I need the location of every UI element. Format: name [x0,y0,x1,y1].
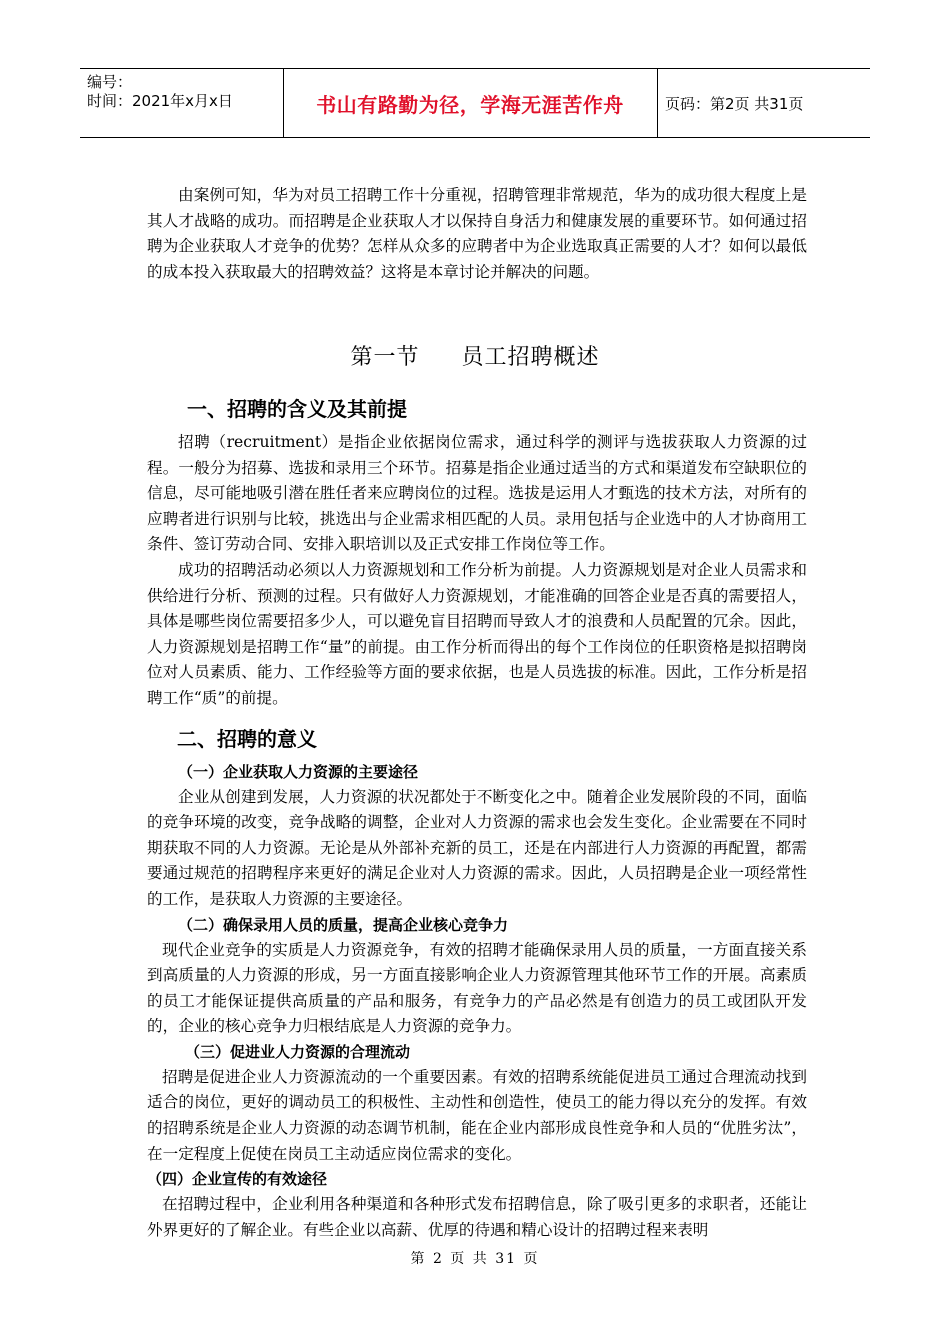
paragraph-1: 招聘（recruitment）是指企业依据岗位需求，通过科学的测评与选拔获取人力资源的过程。一般分为招募、选拔和录用三个环节。招募是指企业通过适当的方式和渠道发布空缺职位的信息，尽可能地吸引潜在胜任者来应聘岗位的过程。选拔是运用人才甄选的技术方法，对所有的应聘者进行识别与比较，挑选出与企业需求相匹配的人员。录用包括与企业选中的人才协商用工条件、签订劳动合同、安排入职培训以及正式安排工作岗位等工作。 [147,433,807,554]
intro-paragraph: 由案例可知，华为对员工招聘工作十分重视，招聘管理非常规范，华为的成功很大程度上是其人才战略的成功。而招聘是企业获取人才以保持自身活力和健康发展的重要环节。如何通过招聘为企业获取人才竞争的优势？怎样从众多的应聘者中为企业选取真正需要的人才？如何以最低的成本投入获取最大的招聘效益？这将是本章讨论并解决的问题。 [147,186,807,281]
heading-h2-1: 一、招聘的含义及其前提 [187,397,407,421]
page-footer: 第 2 页 共 31 页 [410,1251,540,1267]
heading-h3-2: （二）确保录用人员的质量，提高企业核心竞争力 [178,915,509,934]
document-body-main [147,394,807,1243]
header-number: 编号： [87,73,133,91]
heading-h2-2: 二、招聘的意义 [177,726,317,751]
section-title: 员工招聘概述 [461,345,600,370]
heading-h3-3: （三）促进业人力资源的合理流动 [185,1042,411,1061]
header-page-number: 页码：第2页 共31页 [665,94,804,113]
paragraph-5: 招聘是促进企业人力资源流动的一个重要因素。有效的招聘系统能促进员工通过合理流动找到适合的岗位，更好的调动员工的积极性、主动性和创造性，使员工的能力得以充分的发挥。有效的招聘系统是企业人力资源的动态调节机制，能在企业内部形成良性竞争和人员的“优胜劣汰”，在一定程度上促使在岗员工主动适应岗位需求的变化。 [147,1067,807,1163]
header-meta [87,73,233,111]
section-number: 第一节 [350,345,420,370]
header-motto: 书山有路勤为径，学海无涯苦作舟 [316,92,624,117]
section-heading [0,340,950,371]
header-time: 时间：2021年x月x日 [87,92,233,110]
heading-h3-1: （一）企业获取人力资源的主要途径 [178,762,419,781]
document-body [147,183,807,285]
paragraph-4: 现代企业竞争的实质是人力资源竞争，有效的招聘才能确保录用人员的质量，一方面直接关系到高质量的人力资源的形成，另一方面直接影响企业人力资源管理其他环节工作的开展。高素质的员工才能保证提供高质量的产品和服务，有竞争力的产品必然是有创造力的员工或团队开发的，企业的核心竞争力归根结底是人力资源的竞争力。 [147,940,807,1036]
paragraph-3: 企业从创建到发展，人力资源的状况都处于不断变化之中。随着企业发展阶段的不同，面临的竞争环境的改变，竞争战略的调整，企业对人力资源的需求也会发生变化。企业需要在不同时期获取不同的人力资源。无论是从外部补充新的员工，还是在内部进行人力资源的再配置，都需要通过规范的招聘程序来更好的满足企业对人力资源的需求。因此，人员招聘是企业一项经常性的工作，是获取人力资源的主要途径。 [147,787,807,908]
heading-h3-4: （四）企业宣传的有效途径 [147,1170,328,1189]
paragraph-2: 成功的招聘活动必须以人力资源规划和工作分析为前提。人力资源规划是对企业人员需求和供给进行分析、预测的过程。只有做好人力资源规划，才能准确的回答企业是否真的需要招人，具体是哪些岗位需要招多少人，可以避免盲目招聘而导致人才的浪费和人员配置的冗余。因此，人力资源规划是招聘工作“量”的前提。由工作分析而得出的每个工作岗位的任职资格是拟招聘岗位对人员素质、能力、工作经验等方面的要求依据，也是人员选拔的标准。因此，工作分析是招聘工作“质”的前提。 [147,560,807,707]
page-header [80,68,870,138]
paragraph-6: 在招聘过程中，企业利用各种渠道和各种形式发布招聘信息，除了吸引更多的求职者，还能让外界更好的了解企业。有些企业以高薪、优厚的待遇和精心设计的招聘过程来表明 [147,1195,807,1239]
header-divider [657,69,658,137]
